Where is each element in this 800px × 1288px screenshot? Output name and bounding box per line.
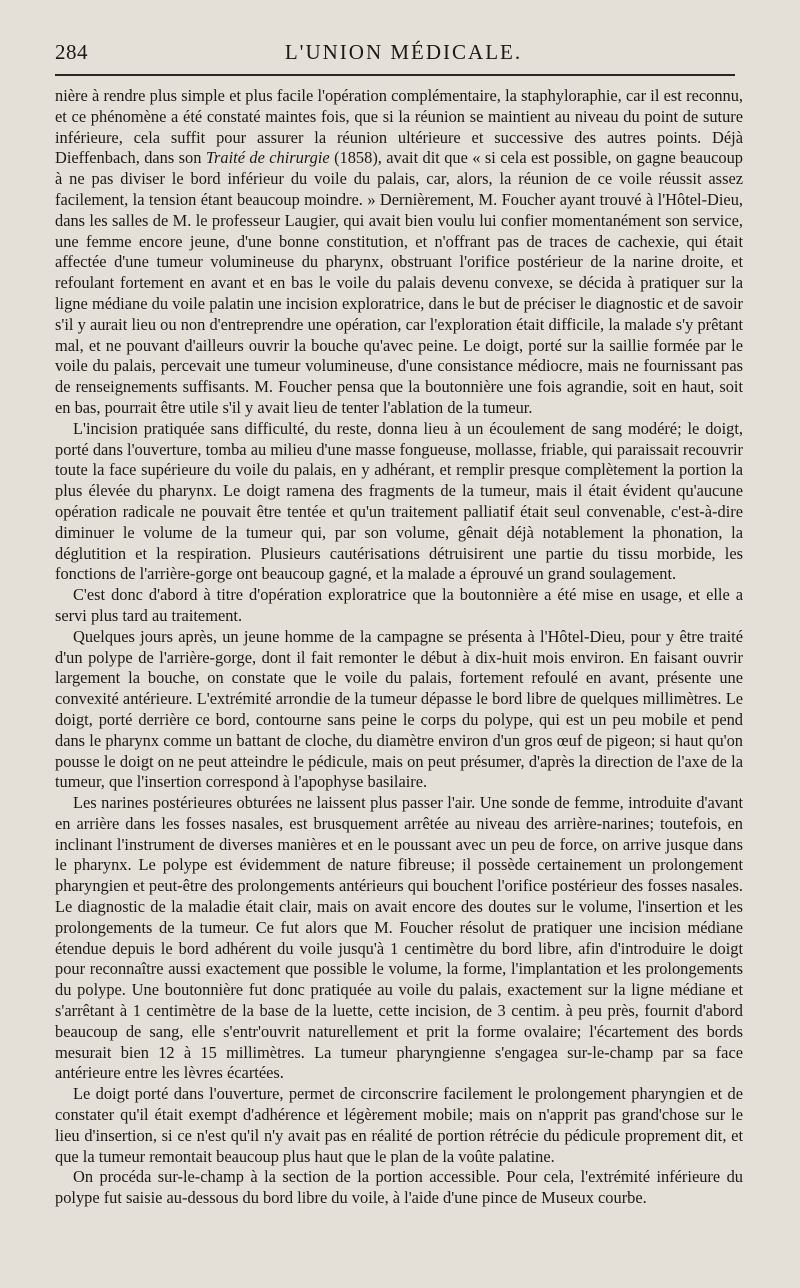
paragraph: L'incision pratiquée sans difficulté, du reste, donna lieu à un écoulement de sang modéré; le doigt, porté dans l'ouverture, tomba au milieu d'une masse fongueuse, mollasse, friable, qui paraissait recouvrir toute la face supérieure du voile du palais, en y adhérant, et remplir presque complètement la portion la plus élevée du pharynx. Le doigt ramena des fragments de la tumeur, mais il était évident qu'aucune opération radicale ne pouvait être tentée et qu'un traitement palliatif était seul convenable, c'est-à-dire diminuer le volume de la tumeur qui, par son volume, gênait déjà notablement la phonation, la déglutition et la respiration. Plusieurs cautérisations détruisirent une partie du tissu morbide, les fonctions de l'arrière-gorge ont beaucoup gagné, et la malade a éprouvé un grand soulagement. (55, 418, 743, 584)
paragraph: On procéda sur-le-champ à la section de la portion accessible. Pour cela, l'extrémité inférieure du polype fut saisie au-dessous du bord libre du voile, à l'aide d'une pince de Museux courbe. (55, 1167, 743, 1208)
paragraph: Quelques jours après, un jeune homme de la campagne se présenta à l'Hôtel-Dieu, pour y être traité d'un polype de l'arrière-gorge, dont il fait remonter le début à dix-huit mois environ. En faisant ouvrir largement la bouche, on constate que le voile du palais, fortement refoulé en avant, présente une convexité antérieure. L'extrémité arrondie de la tumeur dépasse le bord libre de quelques millimètres. Le doigt, porté derrière ce bord, contourne sans peine le corps du polype, qui est un peu mobile et pend dans le pharynx comme un battant de cloche, du diamètre environ d'un gros œuf de pigeon; si haut qu'on pousse le doigt on ne peut atteindre le pédicule, mais on peut présumer, d'après la direction de l'axe de la tumeur, que l'insertion correspond à l'apophyse basilaire. (55, 626, 743, 792)
running-title: L'UNION MÉDICALE. (284, 40, 523, 64)
page-header (55, 34, 752, 70)
page-number: 284 (55, 40, 88, 64)
paragraph: Les narines postérieures obturées ne laissent plus passer l'air. Une sonde de femme, introduite d'avant en arrière dans les fosses nasales, est brusquement arrêtée au niveau des arrière-narines; toutefois, en inclinant l'instrument de diverses manières et en le poussant avec un peu de force, on arrive jusque dans le pharynx. Le polype est évidemment de nature fibreuse; il possède certainement un prolongement pharyngien et peut-être des prolongements antérieurs qui bouchent l'orifice postérieur des fosses nasales. Le diagnostic de la maladie était clair, mais on avait encore des doutes sur le volume, l'insertion et les prolongements de la tumeur. Ce fut alors que M. Foucher résolut de pratiquer une incision médiane étendue depuis le bord adhérent du voile jusqu'à 1 centimètre du bord libre, afin d'introduire le doigt pour reconnaître aussi exactement que possible le volume, la forme, l'implantation et les prolongements du polype. Une boutonnière fut donc pratiquée au voile du palais, exactement sur la ligne médiane et s'arrêtant à 1 centimètre de la base de la luette, cette incision, de 3 centim. à peu près, fournit d'abord beaucoup de sang, elle s'entr'ouvrit naturellement et prit la forme ovalaire; l'écartement des bords mesurait bien 12 à 15 millimètres. La tumeur pharyngienne s'engagea sur-le-champ par sa face antérieure entre les lèvres écartées. (55, 793, 743, 1083)
paragraph: Le doigt porté dans l'ouverture, permet de circonscrire facilement le prolongement pharyngien et de constater qu'il était exempt d'adhérence et légèrement mobile; mais on n'apprit pas grand'chose sur le lieu d'insertion, si ce n'est qu'il n'y avait pas en réalité de portion rétrécie du pédicule proprement dit, et que la tumeur remontait beaucoup plus haut que le plan de la voûte palatine. (55, 1084, 743, 1166)
body-text (55, 86, 743, 1209)
header-rule (55, 74, 735, 76)
paragraph: nière à rendre plus simple et plus facile l'opération complémentaire, la staphyloraphie, car il est reconnu, et ce phénomène a été constaté maintes fois, que si la réunion se maintient au niveau du point de suture inférieure, cela suffit pour assurer la réunion ultérieure et successive des autres points. Déjà Dieffenbach, dans son Traité de chirurgie (1858), avait dit que « si cela est possible, on gagne beaucoup à ne pas diviser le bord inférieur du voile du palais, car, alors, la réunion de ce voile réussit assez facilement, la tension étant beaucoup moindre. » Dernièrement, M. Foucher ayant trouvé à l'Hôtel-Dieu, dans les salles de M. le professeur Laugier, qui avait bien voulu lui confier momentanément son service, une femme encore jeune, d'une bonne constitution, et n'offrant pas de traces de cachexie, qui était affectée d'une tumeur volumineuse du pharynx, obstruant l'orifice postérieur de la narine droite, et refoulant fortement en avant et en bas le voile du palais devenu convexe, se décida à pratiquer sur la ligne médiane du voile palatin une incision exploratrice, dans le but de préciser le diagnostic et de savoir s'il y aurait lieu ou non d'entreprendre une opération, car l'exploration était difficile, la malade s'y prêtant mal, et ne pouvant d'ailleurs ouvrir la bouche qu'avec peine. Le doigt, porté sur la saillie formée par le voile du palais, percevait une tumeur volumineuse, d'une consistance médiocre, mais ne fournissant pas de renseignements suffisants. M. Foucher pensa que la boutonnière une fois agrandie, soit en haut, soit en bas, pourrait être utile s'il y avait lieu de tenter l'ablation de la tumeur. (55, 86, 743, 417)
paragraph: C'est donc d'abord à titre d'opération exploratrice que la boutonnière a été mise en usage, et elle a servi plus tard au traitement. (55, 585, 743, 625)
book-title: Traité de chirurgie (205, 148, 330, 168)
